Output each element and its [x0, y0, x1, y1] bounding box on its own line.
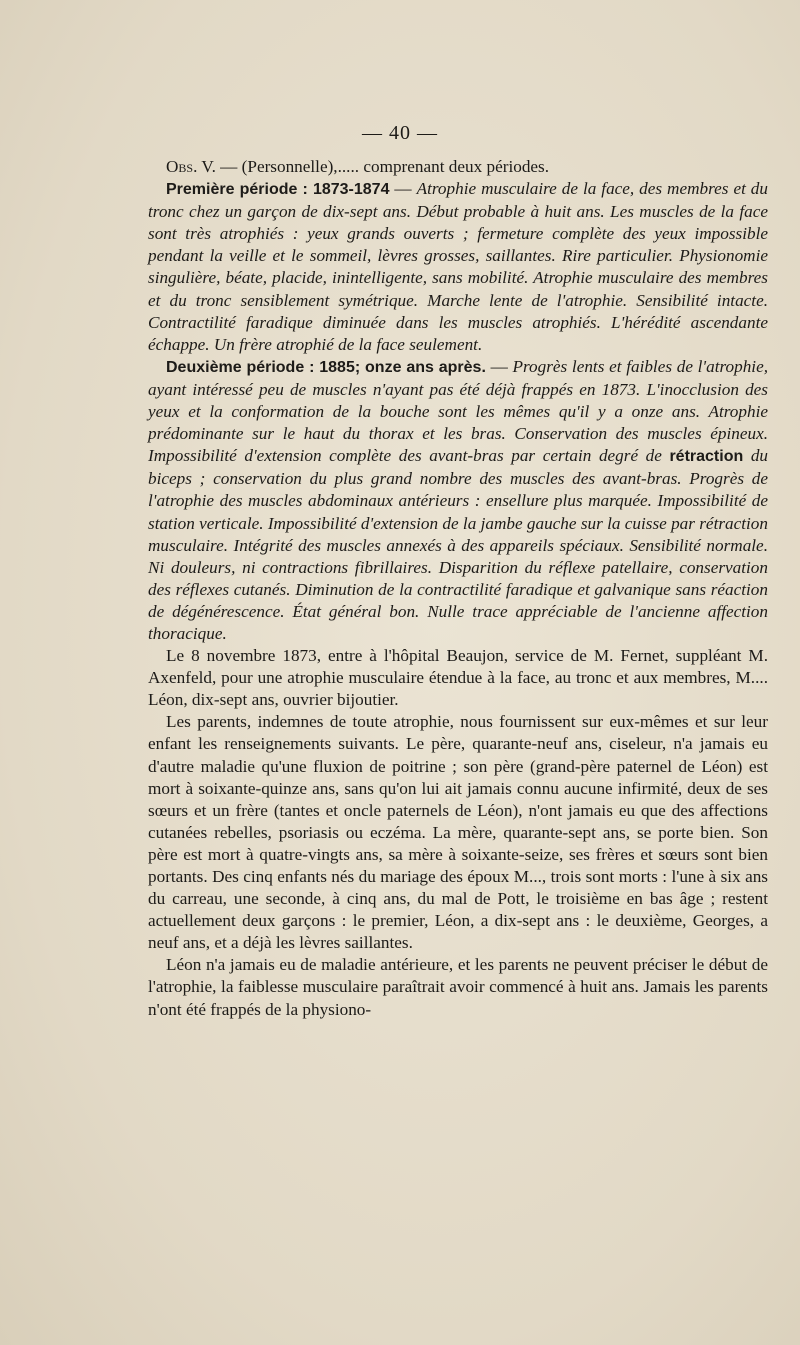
period-1-summary: Atrophie musculaire de la face, des membres et du tronc chez un garçon de dix-sept ans. Début probable à huit ans. Les muscles de la face sont très atrophiés : yeux grands ouverts ; fermeture complète des yeux impossible pendant la veille et le sommeil, lèvres grosses, saillantes. Rire particulier. Physionomie singulière, béate, placide, inintelligente, sans mobilité. Atrophie musculaire des membres et du tronc sensiblement symétrique. Marche lente de l'atrophie. Sensibilité intacte. Contractilité faradique diminuée dans les muscles atrophiés. L'hérédité ascendante échappe. Un frère atrophié de la face seulement. — [148, 179, 768, 354]
period-2-dash: — — [485, 356, 513, 376]
period-2-heading: Deuxième période : 1885; onze ans après. — [166, 358, 486, 376]
period-1-paragraph — [148, 178, 768, 356]
obs-description: — (Personnelle),..... comprenant deux périodes. — [215, 157, 550, 176]
period-1-dash: — — [389, 179, 417, 199]
page-number: — 40 — — [362, 122, 438, 144]
obs-label: Obs. V. — [166, 157, 216, 176]
period-1-heading: Première période : 1873-1874 — [166, 181, 390, 199]
period-2-summary-a: Progrès lents et faibles de l'atrophie, ayant intéressé peu de muscles n'ayant pas été déjà frappés en 1873. L'inocclusion des yeux et la conformation de la bouche sont les mêmes qu'il y a onze ans. Atrophie prédominante sur le haut du thorax et les bras. Conservation des muscles épineux. Impossibilité d'extension complète des avant-bras par certain degré de — [148, 356, 769, 466]
observation-header — [148, 156, 768, 178]
period-2-summary-b: du biceps ; conservation du plus grand nombre des muscles des avant-bras. Progrès de l'atrophie des muscles abdominaux antérieurs : ensellure plus marquée. Impossibilité de station verticale. Impossibilité d'extension de la jambe gauche sur la cuisse par rétraction musculaire. Intégrité des muscles annexés à des appareils spéciaux. Sensibilité normale. Ni douleurs, ni contractions fibrillaires. Disparition du réflexe patellaire, conservation des réflexes cutanés. Diminution de la contractilité faradique et galvanique sans réaction de dégénérescence. État général bon. Nulle trace appréciable de l'ancienne affection thoracique. — [148, 446, 769, 643]
paragraph-onset: Léon n'a jamais eu de maladie antérieure, et les parents ne peuvent préciser le début de l'atrophie, la faiblesse musculaire paraîtrait avoir commencé à huit ans. Jamais les parents n'ont été frappés de la physiono- — [148, 955, 768, 1019]
retraction-keyword: rétraction — [669, 448, 744, 466]
period-2-paragraph — [148, 356, 768, 645]
paragraph-family-history: Les parents, indemnes de toute atrophie, nous fournissent sur eux-mêmes et sur leur enfant les renseignements suivants. Le père, quarante-neuf ans, ciseleur, n'a jamais eu d'autre maladie qu'une fluxion de poitrine ; son père (grand-père paternel de Léon) est mort à soixante-quinze ans, sans qu'on lui ait jamais connu aucune infirmité, deux de ses sœurs et un frère (tantes et oncle paternels de Léon), n'ont jamais eu que des affections cutanées rebelles, psoriasis ou eczéma. La mère, quarante-sept ans, se porte bien. Son père est mort à quatre-vingts ans, sa mère à soixante-seize, ses frères et sœurs sont bien portants. Des cinq enfants nés du mariage des époux M..., trois sont morts : l'une à six ans du carreau, une seconde, à cinq ans, du mal de Pott, le troisième en bas âge ; restent actuellement deux garçons : le premier, Léon, a dix-sept ans : le deuxième, Georges, a neuf ans, et a déjà les lèvres saillantes. — [148, 712, 768, 953]
paragraph-admission: Le 8 novembre 1873, entre à l'hôpital Beaujon, service de M. Fernet, suppléant M. Axenfeld, pour une atrophie musculaire étendue à la face, au tronc et aux membres, M.... Léon, dix-sept ans, ouvrier bijoutier. — [148, 646, 768, 710]
body-text — [148, 156, 768, 1021]
